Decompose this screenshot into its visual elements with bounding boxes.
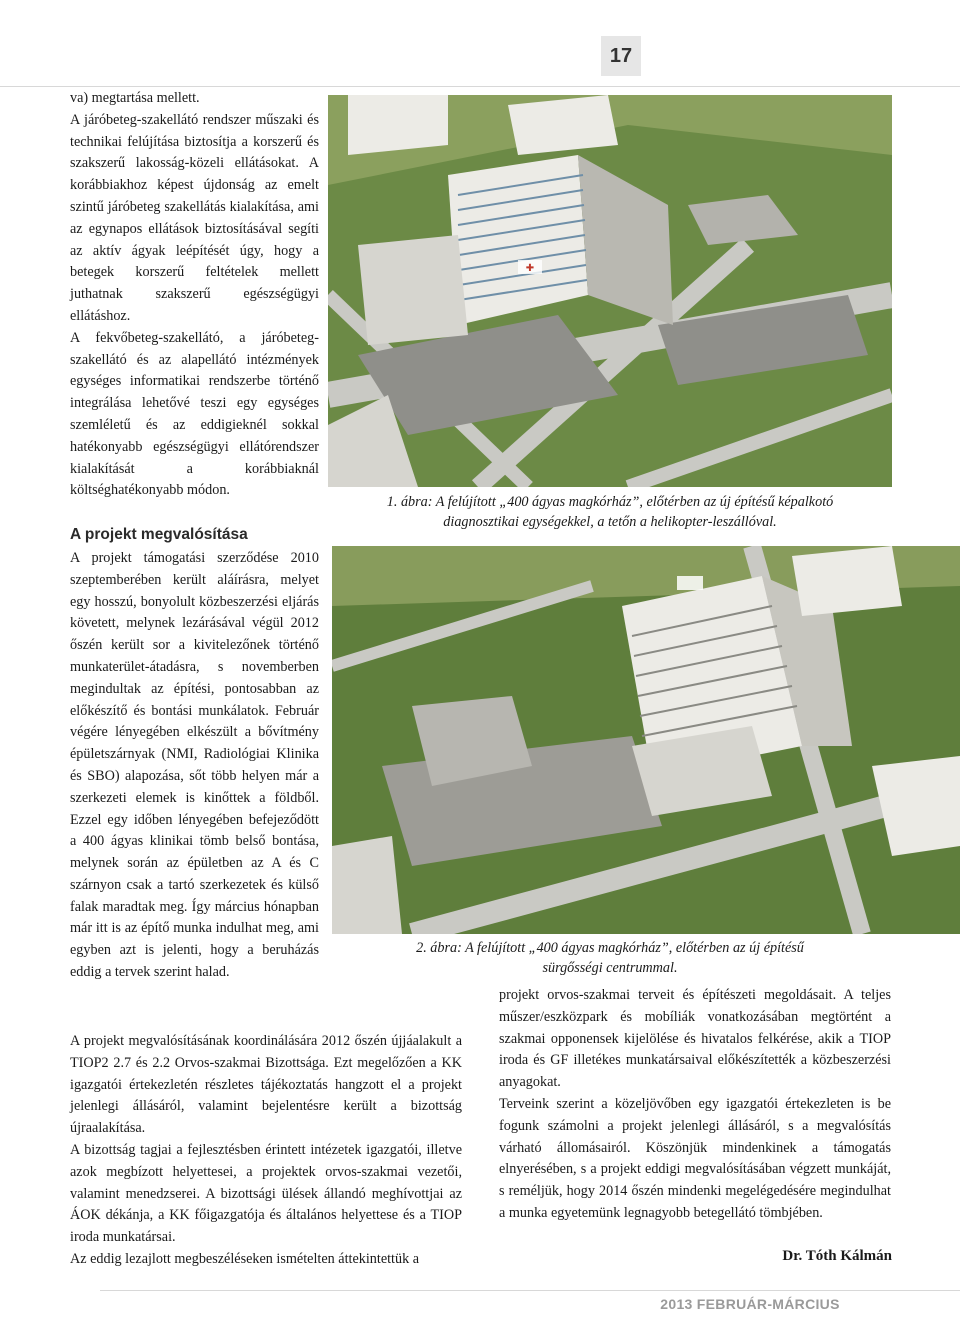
lower-left-column [70,1031,462,1271]
figure-2-rendering [332,546,960,934]
author-signature: Dr. Tóth Kálmán [782,1248,892,1264]
right-paragraph-2: Terveink szerint a közeljövőben egy igazgatói értekezleten is be fogunk számolni a projekt jelenlegi állásáról, s a megvalósítás várható állomásairól. Köszönjük mindenkinek a támogatás elnyerésében, s a projekt eddigi megvalósításában végzett munkáját, s reméljük, hogy 2014 őszén mindenki megelégedésére megindulhat a munka egyetemünk legnagyobb betegellátó tömbjében. [499,1095,891,1221]
left-column [70,88,319,984]
figure-1-caption-line-1: 1. ábra: A felújított „400 ágyas magkórház”, előtérben az új építésű képalkotó [386,494,834,510]
hospital-rendering-2 [332,546,960,934]
intro-paragraph-3: A fekvőbeteg-szakellátó, a járóbeteg-szakellátó és az alapellátó intézmények egységes informatikai rendszerbe történő integrálása lehetővé teszi egy egységes szemléletű és az eddigieknél sokkal hatékonyabb egészségügyi ellátórendszer kialakítását a korábbiaknál költséghatékonyabb módon. [70,329,319,499]
right-column [499,985,891,1225]
header-rule [0,86,960,87]
page-number [601,36,641,76]
figure-1-rendering [328,95,892,487]
footer-rule [100,1290,960,1291]
page-number-text: 17 [609,44,633,67]
figure-1-caption [300,492,920,532]
figure-1-caption-line-2: diagnosztikai egységekkel, a tetőn a helikopter-leszállóval. [443,514,777,530]
right-paragraph-1: projekt orvos-szakmai terveit és építészeti megoldásait. A teljes műszer/eszközpark és mobíliák vonatkozásában megtörtént a szakmai opponensek kijelölése és hivatalos felkérése, akik a TIOP iroda és GF illetékes munkatársaival előkészítették a közbeszerzési anyagokat. [499,987,891,1091]
section-paragraph: A projekt támogatási szerződése 2010 szeptemberében került aláírásra, melyet egy hosszú, bonyolult közbeszerzési eljárás követett, melynek lezárásával végül 2012 őszén került sor a kivitelezőnek történő munkaterület-átadásra, s novemberben megindultak az építési, pontosabban az előkészítő és bontási munkálatok. Február végére lényegében elkészült a bővítmény épületszárnyak (NMI, Radiológiai Klinika és SBO) alapozása, sőt több helyen már a szerkezeti elemek is kinőttek a földből. Ezzel egy időben lényegében befejeződött a 400 ágyas klinikai tömb belső bontása, melynek során az épületben az A és C szárnyon csak a tartó szerkezetek és külső falak maradtak meg. Így március hónapban már itt is az építő munka indulhat meg, ami egyben azt is jelenti, hogy a beruházás eddig a tervek szerint halad. [70,549,319,981]
figure-2-caption-line-2: sürgősségi centrummal. [542,960,678,976]
footer-issue: 2013 FEBRUÁR-MÁRCIUS [660,1296,840,1312]
lower-paragraph-1: A projekt megvalósításának koordinálására 2012 őszén újjáalakult a TIOP2 2.7 és 2.2 Orvos-szakmai Bizottsága. Ezt megelőzően a KK igazgatói értekezletén részletes tájékoztatás hangzott el a projekt jelenlegi állásáról, valamint bejelentésre került a bizottság újraalakítása. [70,1033,462,1137]
figure-2-caption [330,938,890,978]
intro-paragraph-2: A járóbeteg-szakellátó rendszer műszaki és technikai felújítása biztosítja a korszerű és szakszerű lakosság-közeli ellátásokat. A korábbiakhoz képest újdonság az emelt szintű járóbeteg szakellátás kialakítása, ami az egynapos ellátások biztosításával segíti az aktív ágyak leépítését úgy, hogy a betegek korszerű feltételek mellett juthatnak szakszerű egészségügyi ellátáshoz. [70,111,319,324]
intro-paragraph-1: va) megtartása mellett. [70,90,200,106]
hospital-rendering-1 [328,95,892,487]
section-heading: A projekt megvalósítása [70,526,248,544]
lower-paragraph-3: Az eddig lezajlott megbeszéléseken ismételten áttekintettük a [70,1250,420,1267]
lower-paragraph-2: A bizottság tagjai a fejlesztésben érintett intézetek igazgatói, illetve azok megbízott helyettesei, a projektek orvos-szakmai vezetői, valamint menedzserei. A bizottsági ülések állandó meghívottjai az ÁOK dékánja, a KK főigazgatója és általános helyettese és a TIOP iroda munkatársai. [70,1141,462,1246]
svg-text:✚: ✚ [525,263,535,274]
figure-2-caption-line-1: 2. ábra: A felújított „400 ágyas magkórház”, előtérben az új építésű [416,940,804,956]
